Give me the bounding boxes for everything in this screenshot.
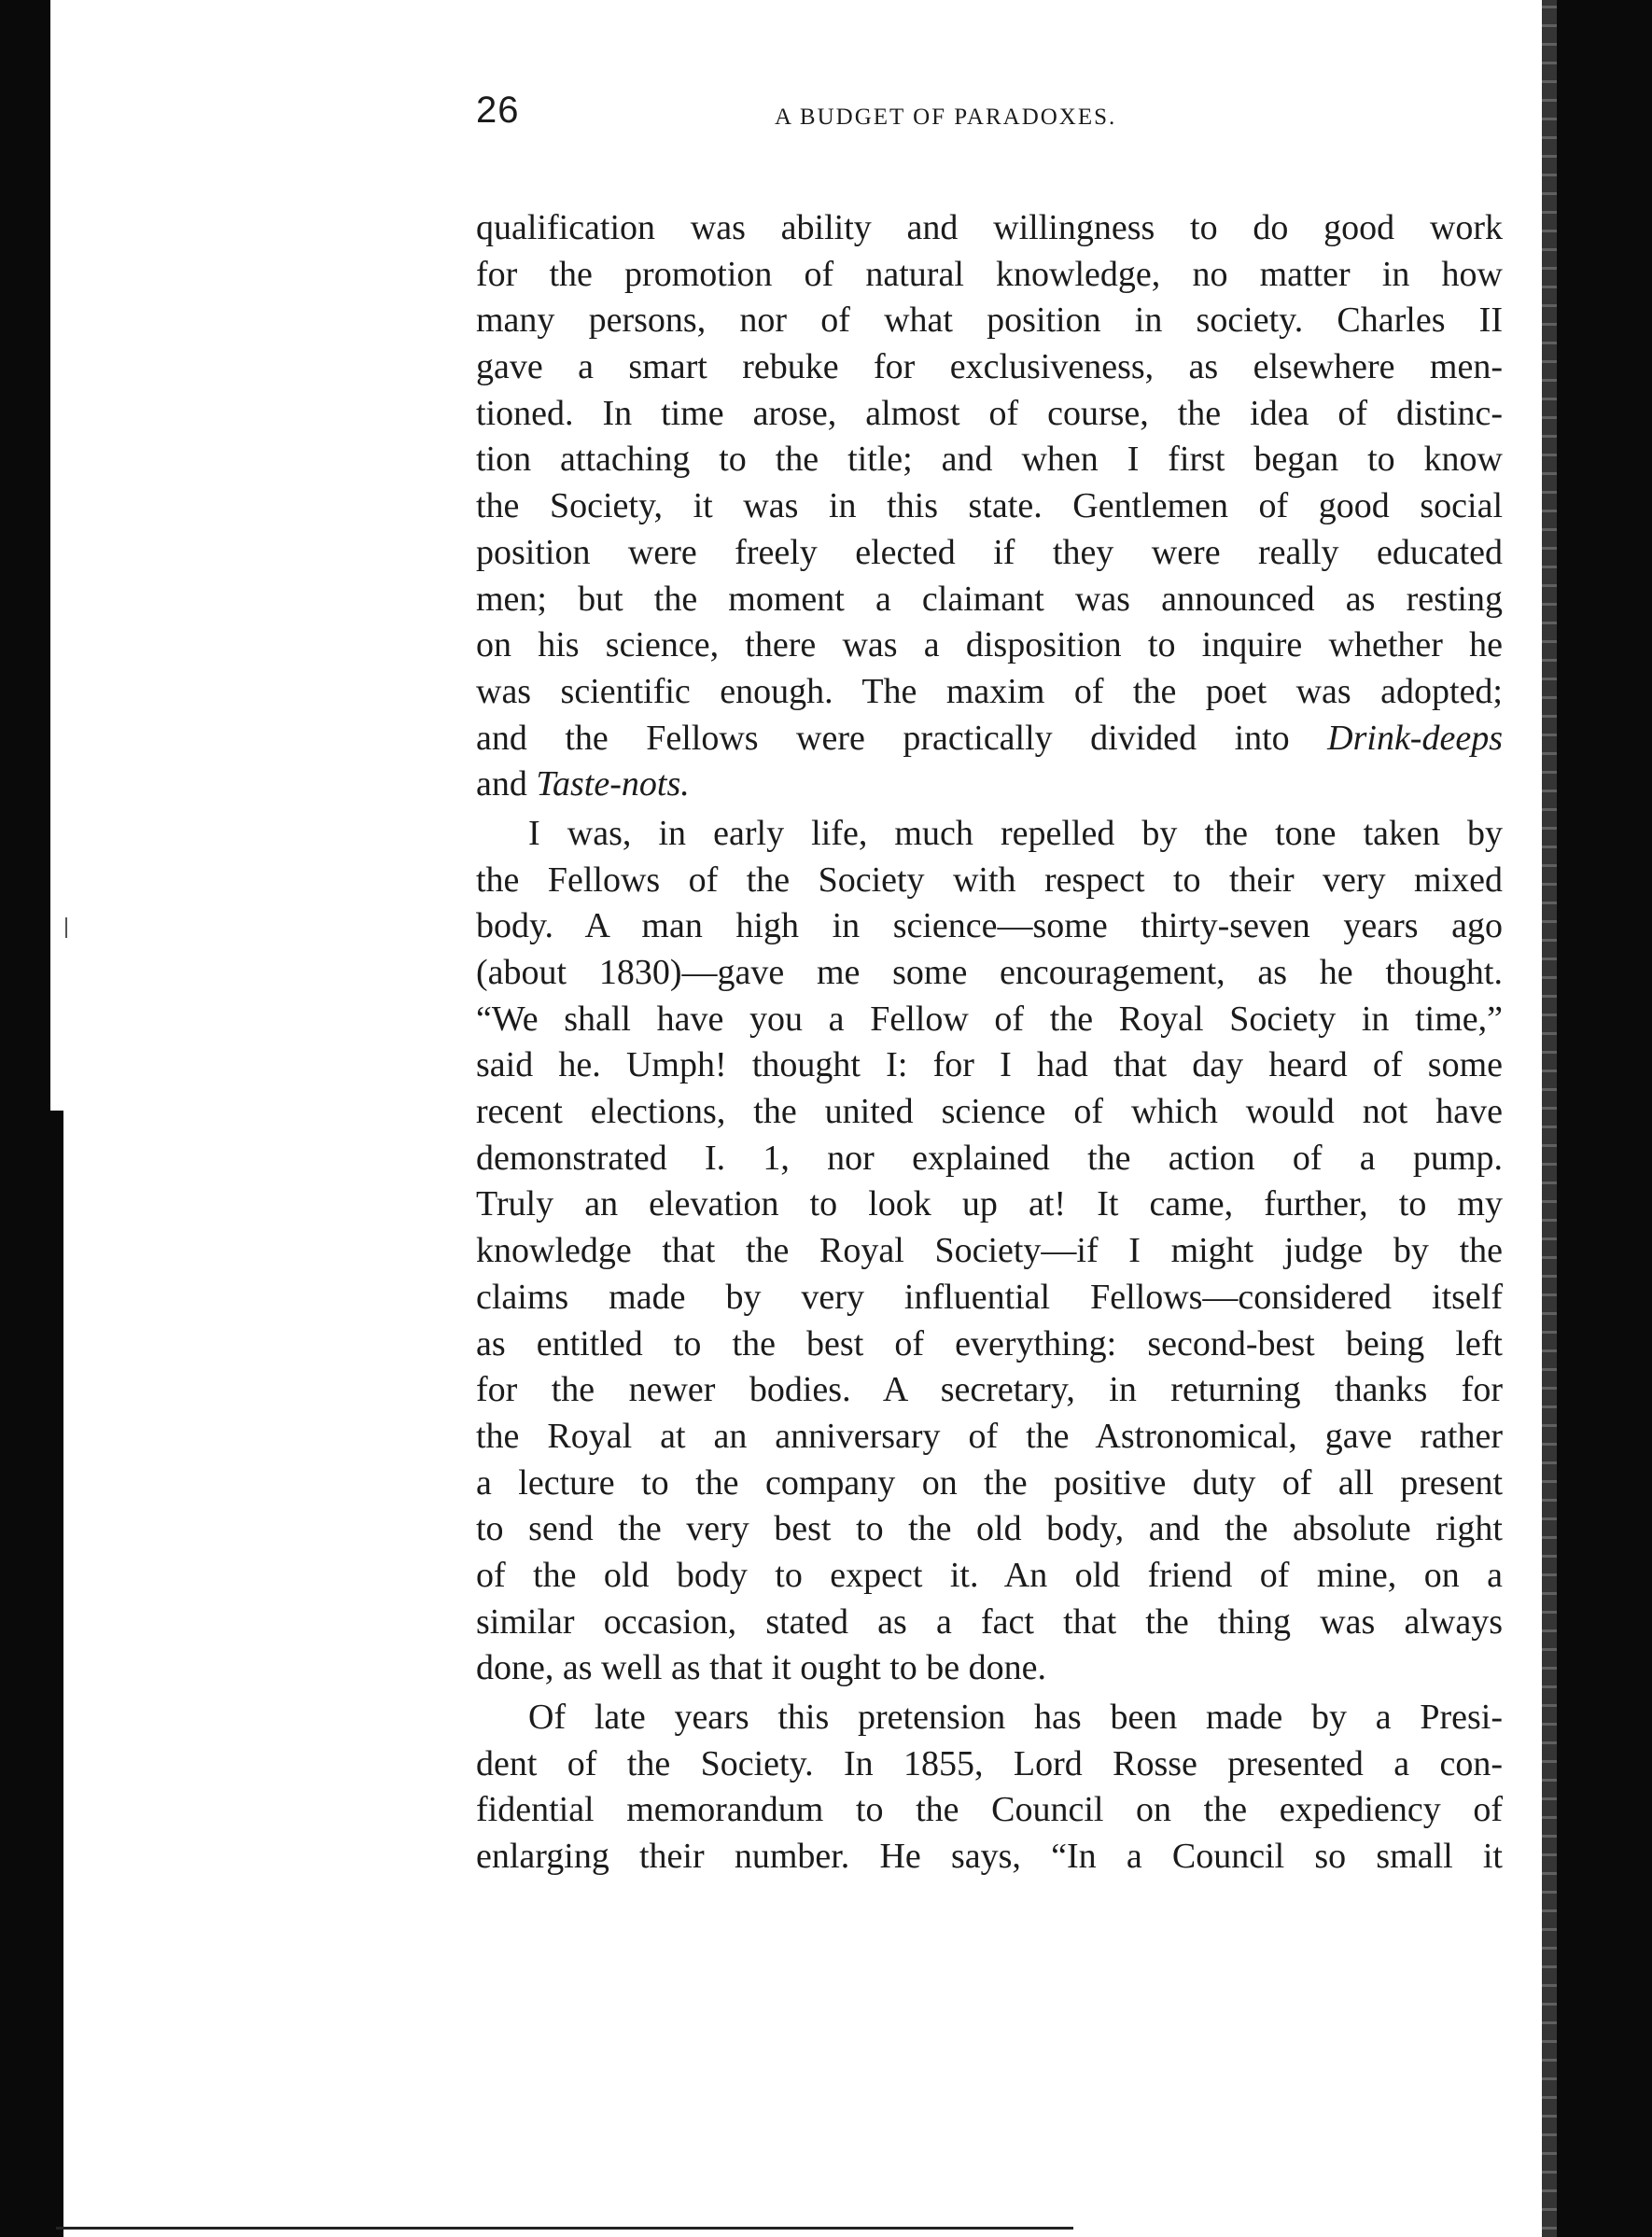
text-line: for the promotion of natural knowledge, no matter in how [476,254,1503,294]
scan-binding-edge-right [1557,0,1652,2237]
text-line: Of late years this pretension has been made by a Presi- [528,1698,1503,1737]
text-line: dent of the Society. In 1855, Lord Rosse presented a con- [476,1743,1503,1783]
text-line: knowledge that the Royal Society—if I might judge by the [476,1231,1503,1271]
text-line: men; but the moment a claimant was announced as resting [476,579,1503,619]
text-line: enlarging their number. He says, “In a Council so small it [476,1837,1503,1877]
text-line [476,716,1503,762]
text-line: the Society, it was in this state. Gentlemen of good social [476,486,1503,526]
text-line: many persons, nor of what position in society. Charles II [476,301,1503,341]
running-title: A BUDGET OF PARADOXES. [775,105,1117,130]
text-line: “We shall have you a Fellow of the Royal Society in time,” [476,999,1503,1039]
text-line: demonstrated I. 1, nor explained the action of a pump. [476,1138,1503,1178]
italic-term-drink-deeps: Drink-deeps [1327,718,1503,758]
scan-binding-edge-left-lower [50,1111,63,2237]
text-line: I was, in early life, much repelled by the tone taken by [528,813,1503,853]
text-line: was scientific enough. The maxim of the poet was adopted; [476,671,1503,711]
text-line: recent elections, the united science of which would not have [476,1092,1503,1132]
text-line: said he. Umph! thought I: for I had that day heard of some [476,1045,1503,1085]
text-line: gave a smart rebuke for exclusiveness, as elsewhere men- [476,347,1503,387]
text-line: on his science, there was a disposition to inquire whether he [476,625,1503,665]
scan-bottom-edge [56,2227,1073,2230]
body-text [476,205,1503,1880]
paragraph-3 [476,1695,1503,1880]
scan-binding-edge-left [0,0,50,2237]
text-line: the Royal at an anniversary of the Astronomical, gave rather [476,1416,1503,1456]
text-line: Truly an elevation to look up at! It came, further, to my [476,1184,1503,1224]
text-line: a lecture to the company on the positive duty of all present [476,1462,1503,1503]
text-line: for the newer bodies. A secretary, in returning thanks for [476,1370,1503,1410]
text-line: tion attaching to the title; and when I first began to know [476,440,1503,480]
text-line: similar occasion, stated as a fact that the thing was always [476,1601,1503,1642]
text-line: qualification was ability and willingness to do good work [476,208,1503,247]
text-line: body. A man high in science—some thirty-seven years ago [476,906,1503,946]
text-line: the Fellows of the Society with respect to their very mixed [476,860,1503,900]
text-line: done, as well as that it ought to be done. [476,1648,1047,1688]
text-line: as entitled to the best of everything: second-best being left [476,1323,1503,1363]
text-line: (about 1830)—gave me some encouragement, as he thought. [476,953,1503,992]
text-line: claims made by very influential Fellows—considered itself [476,1277,1503,1317]
paragraph-2 [476,811,1503,1692]
text-line: of the old body to expect it. An old friend of mine, on a [476,1555,1503,1595]
text-line: fidential memorandum to the Council on the expediency of [476,1790,1503,1830]
text-line: tioned. In time arose, almost of course, the idea of distinc- [476,393,1503,433]
italic-term-taste-nots: Taste-nots. [536,764,690,804]
text-line: position were freely elected if they were really educated [476,532,1503,572]
text-segment: and the Fellows were practically divided into [476,718,1290,758]
scan-stray-mark [65,917,67,938]
text-line [476,762,1503,808]
page-number: 26 [476,90,520,131]
text-segment: and [476,764,527,804]
running-head [476,90,1503,155]
book-page [476,90,1503,1877]
text-line: to send the very best to the old body, and the absolute right [476,1509,1503,1549]
paragraph-1 [476,205,1503,808]
